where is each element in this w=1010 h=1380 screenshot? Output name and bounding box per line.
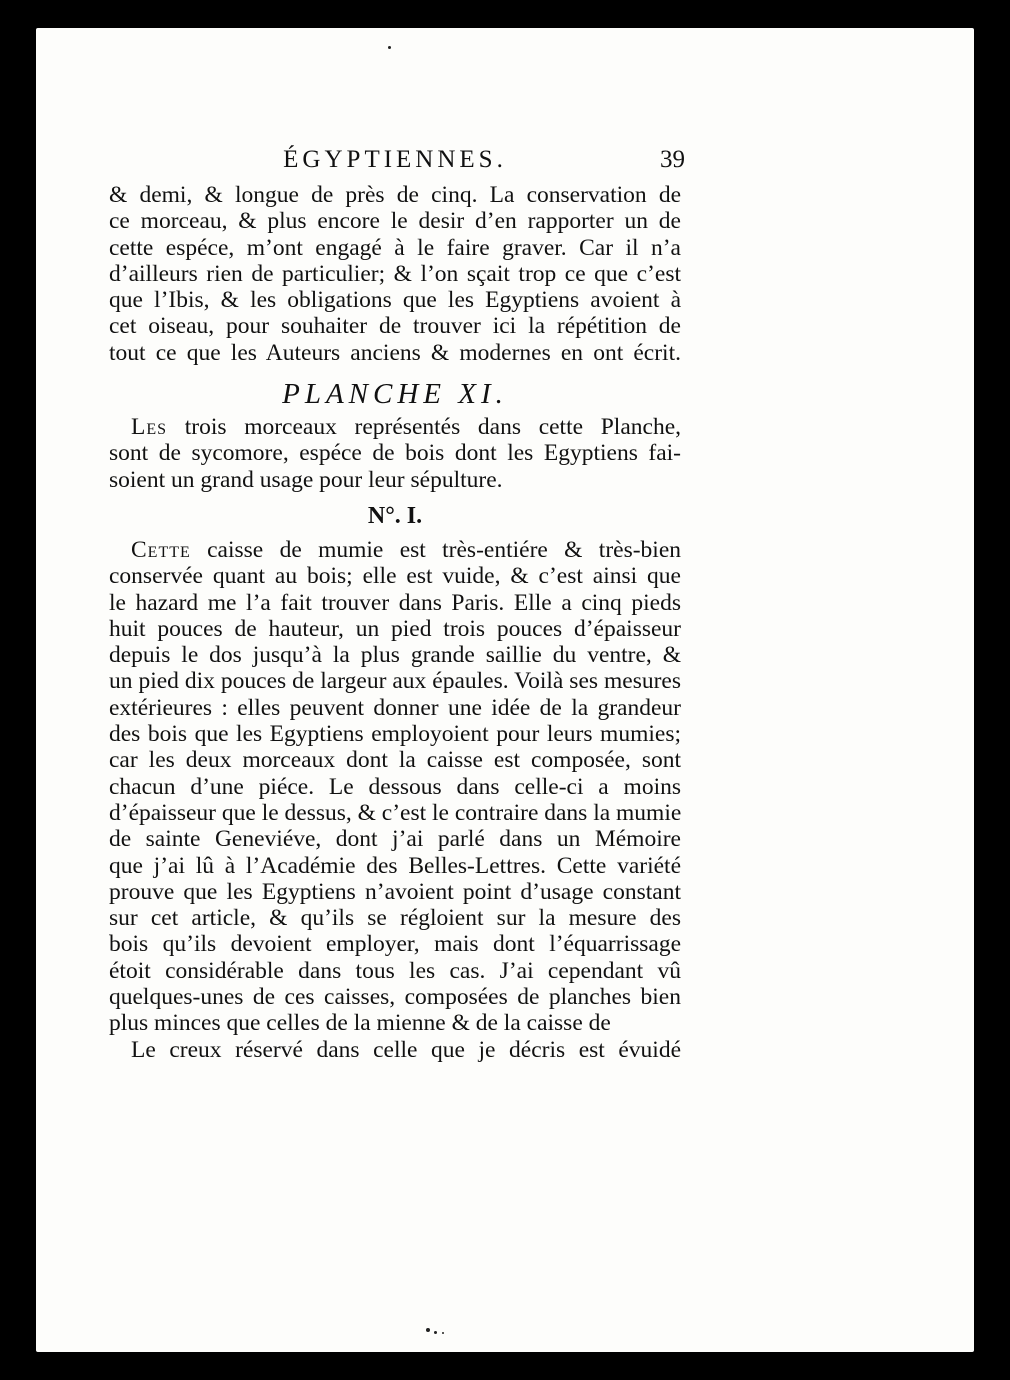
paragraph-creux [109,1037,681,1063]
text-line: huit pouces de hauteur, un pied trois pouces d’épaisseur [109,615,681,642]
speck-mark [426,1328,430,1332]
speck-mark [434,1331,437,1334]
text-line: car les deux morceaux dont la caisse est composée, sont [109,747,681,774]
page-sheet [36,28,974,1352]
running-head [109,146,685,182]
text-line [109,537,681,563]
text-line: sur cet article, & qu’ils se régloient sur la mesure des [109,905,681,932]
text-line: d’épaisseur que le dessus, & c’est le contraire dans la mumie [109,799,682,826]
text-line: sont de sycomore, espéce de bois dont les Egyptiens fai- [109,440,681,467]
text-line: d’ailleurs rien de particulier; & l’on sçait trop ce que c’est [109,260,681,287]
text-line: des bois que les Egyptiens employoient pour leurs mumies; [109,721,681,748]
paragraph-planche-intro [109,414,681,493]
text-line: depuis le dos jusqu’à la plus grande saillie du ventre, & [109,642,681,669]
line-rest: caisse de mumie est très-entiére & très-bien [207,536,682,563]
text-line: de sainte Geneviéve, dont j’ai parlé dans un Mémoire [109,826,681,853]
text-line: soient un grand usage pour leur sépulture. [109,466,503,493]
paragraph-mumie-case [109,537,681,1037]
text-line: cet oiseau, pour souhaiter de trouver ici la répétition de [109,313,681,340]
text-line: extérieures : elles peuvent donner une idée de la grandeur [109,694,681,721]
page-text [109,146,685,1063]
text-line: ce morceau, & plus encore le desir d’en rapporter un de [109,208,681,235]
text-line: que l’Ibis, & les obligations que les Egyptiens avoient à [109,287,681,314]
text-line: que j’ai lû à l’Académie des Belles-Lettres. Cette variété [109,852,681,879]
text-line: bois qu’ils devoient employer, mais dont l’équarrissage [109,931,681,958]
lead-word: Les [131,414,168,441]
text-line: le hazard me l’a fait trouver dans Paris. Elle a cinq pieds [109,589,681,616]
text-line: prouve que les Egyptiens n’avoient point d’usage constant [109,878,681,905]
text-line: quelques-unes de ces caisses, composées de planches bien [109,984,681,1011]
text-line: chacun d’une piéce. Le dessous dans celle-ci a moins [109,773,681,800]
subsection-heading-number: N°. I. [367,502,423,529]
text-line: conservée quant au bois; elle est vuide, & c’est ainsi que [109,563,681,590]
running-title: ÉGYPTIENNES. [283,146,507,173]
text-line: & demi, & longue de près de cinq. La conservation de [109,182,681,208]
text-line: plus minces que celles de la mienne & de la caisse de [109,1010,611,1037]
speck-mark [388,46,391,49]
text-line: tout ce que les Auteurs anciens & modernes en ont écrit. [109,339,681,366]
text-line [109,414,681,440]
text-line: étoit considérable dans tous les cas. J’ai cependant vû [109,957,681,984]
line-rest: trois morceaux représentés dans cette Planche, [184,414,682,441]
text-line: un pied dix pouces de largeur aux épaules. Voilà ses mesures [109,668,681,695]
speck-mark [442,1332,444,1334]
text-line: cette espéce, m’ont engagé à le faire graver. Car il n’a [109,234,681,261]
lead-word: Cette [131,536,191,563]
section-heading-planche: PLANCHE XI. [282,378,508,411]
text-line: Le creux réservé dans celle que je décris est évuidé [131,1036,681,1063]
page-number: 39 [660,146,685,173]
paragraph-ibis-conclusion [109,182,681,366]
